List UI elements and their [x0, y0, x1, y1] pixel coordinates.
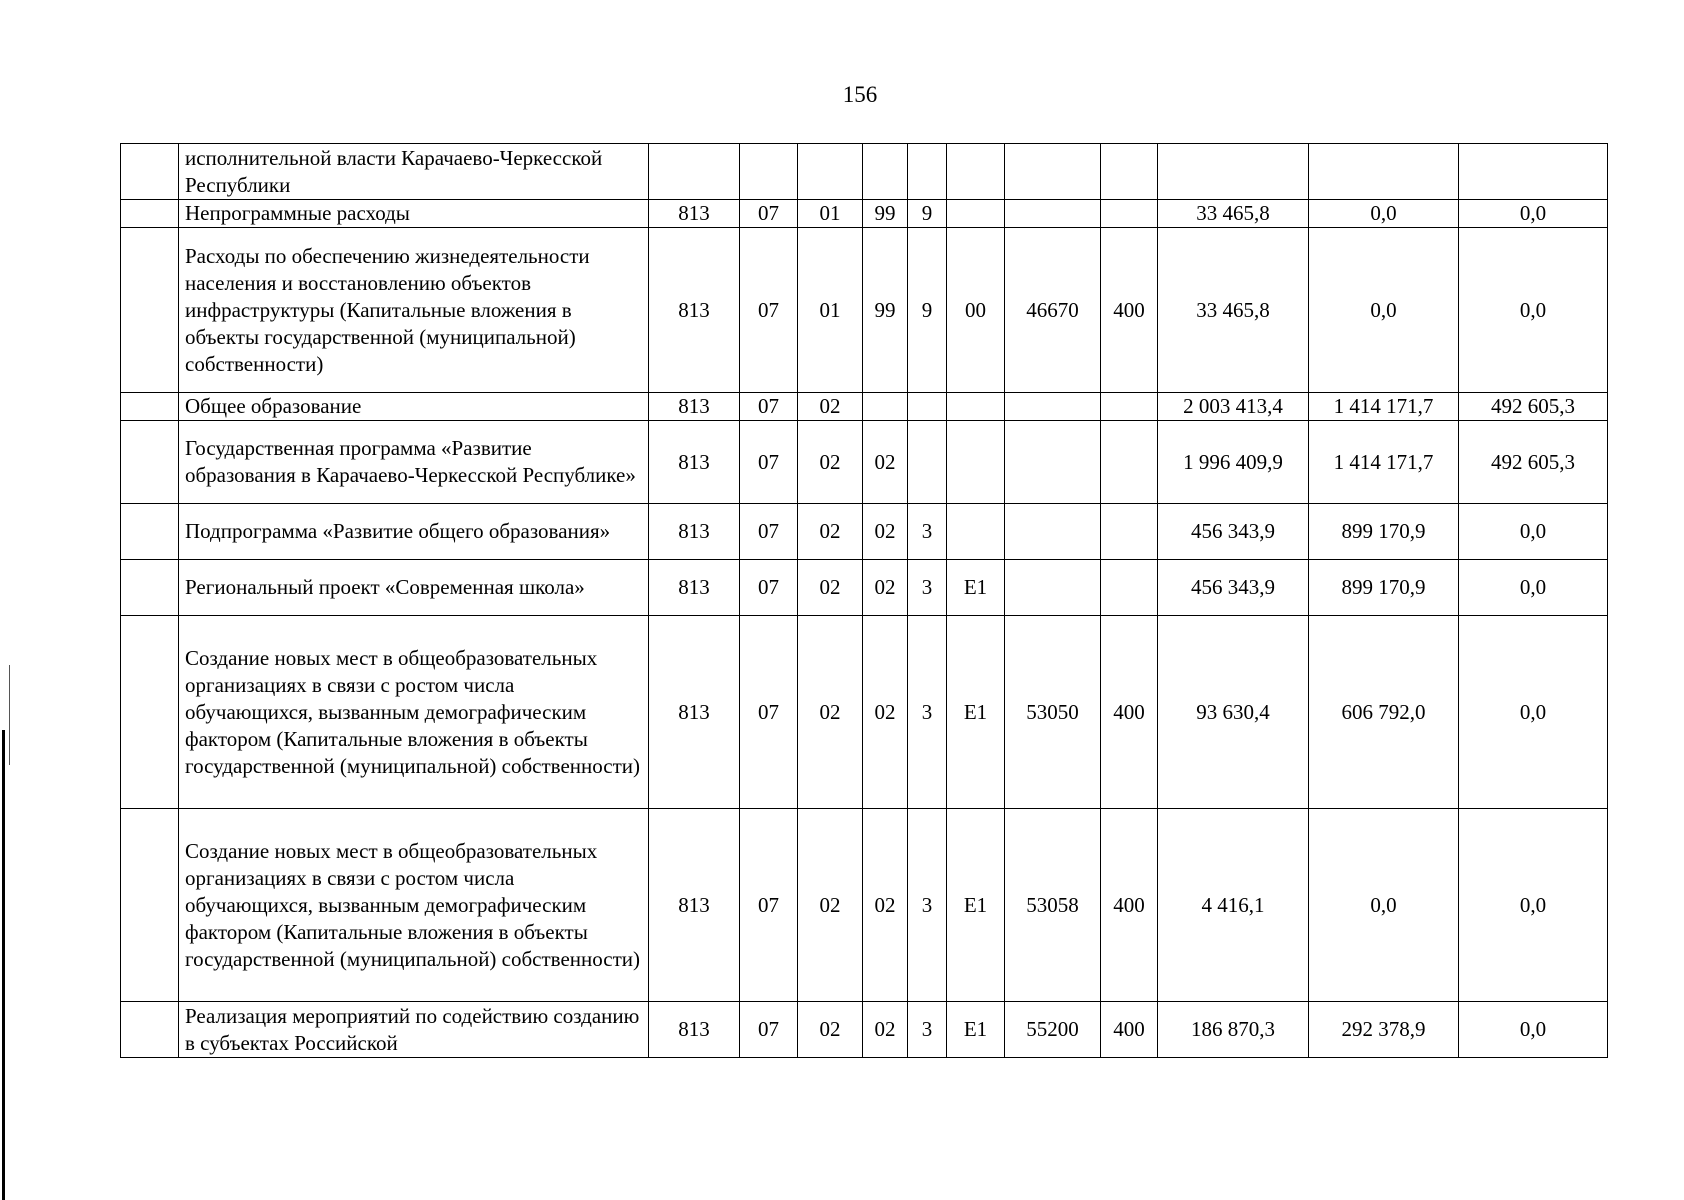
budget-table-body	[121, 144, 1608, 1058]
table-row	[121, 809, 1608, 1002]
section-code-cell: 07	[740, 421, 798, 504]
amount-cell-2: 292 378,9	[1309, 1002, 1459, 1058]
item-name-cell: Подпрограмма «Развитие общего образования»	[179, 504, 649, 560]
amount-cell-3: 0,0	[1459, 616, 1608, 809]
direction-code-cell	[1005, 504, 1101, 560]
admin-code-cell: 813	[649, 200, 740, 228]
amount-cell-3: 0,0	[1459, 1002, 1608, 1058]
item-name-cell: Создание новых мест в общеобразовательных организациях в связи с ростом числа обучающихся, вызванным демографическим фактором (Капитальные вложения в объекты государственной (муниципальной) собственности)	[179, 616, 649, 809]
expense-type-cell	[1101, 421, 1158, 504]
subsection-code-cell: 02	[798, 504, 863, 560]
page-number: 156	[842, 82, 878, 107]
subsection-code-cell: 02	[798, 616, 863, 809]
section-code-cell: 07	[740, 809, 798, 1002]
subprogram-code-cell: 3	[908, 616, 947, 809]
project-code-cell: 00	[947, 228, 1005, 393]
subsection-code-cell	[798, 144, 863, 200]
direction-code-cell: 53050	[1005, 616, 1101, 809]
amount-cell-2: 0,0	[1309, 228, 1459, 393]
row-number-cell	[121, 421, 179, 504]
amount-cell-1: 456 343,9	[1158, 504, 1309, 560]
row-number-cell	[121, 393, 179, 421]
direction-code-cell: 46670	[1005, 228, 1101, 393]
amount-cell-1: 93 630,4	[1158, 616, 1309, 809]
program-code-cell: 02	[863, 1002, 908, 1058]
amount-cell-3: 0,0	[1459, 560, 1608, 616]
amount-cell-1: 456 343,9	[1158, 560, 1309, 616]
amount-cell-2: 0,0	[1309, 200, 1459, 228]
expense-type-cell	[1101, 144, 1158, 200]
expense-type-cell: 400	[1101, 809, 1158, 1002]
item-name-cell: Государственная программа «Развитие образования в Карачаево-Черкесской Республике»	[179, 421, 649, 504]
direction-code-cell	[1005, 200, 1101, 228]
section-code-cell: 07	[740, 1002, 798, 1058]
row-number-cell	[121, 616, 179, 809]
amount-cell-1	[1158, 144, 1309, 200]
row-number-cell	[121, 809, 179, 1002]
table-row	[121, 200, 1608, 228]
item-name-cell: Создание новых мест в общеобразовательных организациях в связи с ростом числа обучающихся, вызванным демографическим фактором (Капитальные вложения в объекты государственной (муниципальной) собственности)	[179, 809, 649, 1002]
program-code-cell: 02	[863, 504, 908, 560]
expense-type-cell	[1101, 504, 1158, 560]
direction-code-cell: 55200	[1005, 1002, 1101, 1058]
subsection-code-cell: 01	[798, 228, 863, 393]
admin-code-cell: 813	[649, 393, 740, 421]
item-name-cell: Непрограммные расходы	[179, 200, 649, 228]
subprogram-code-cell: 3	[908, 504, 947, 560]
project-code-cell	[947, 421, 1005, 504]
row-number-cell	[121, 560, 179, 616]
subsection-code-cell: 02	[798, 1002, 863, 1058]
amount-cell-3: 0,0	[1459, 809, 1608, 1002]
program-code-cell: 02	[863, 560, 908, 616]
direction-code-cell: 53058	[1005, 809, 1101, 1002]
amount-cell-2: 1 414 171,7	[1309, 421, 1459, 504]
program-code-cell: 02	[863, 616, 908, 809]
amount-cell-3: 0,0	[1459, 228, 1608, 393]
table-row	[121, 616, 1608, 809]
table-row	[121, 504, 1608, 560]
project-code-cell: E1	[947, 1002, 1005, 1058]
amount-cell-2: 0,0	[1309, 809, 1459, 1002]
amount-cell-3: 0,0	[1459, 200, 1608, 228]
amount-cell-2: 899 170,9	[1309, 504, 1459, 560]
admin-code-cell: 813	[649, 421, 740, 504]
subprogram-code-cell: 3	[908, 809, 947, 1002]
subprogram-code-cell: 3	[908, 1002, 947, 1058]
amount-cell-1: 1 996 409,9	[1158, 421, 1309, 504]
amount-cell-1: 2 003 413,4	[1158, 393, 1309, 421]
item-name-cell: Расходы по обеспечению жизнедеятельности населения и восстановлению объектов инфраструктуры (Капитальные вложения в объекты государственной (муниципальной) собственности)	[179, 228, 649, 393]
table-row	[121, 560, 1608, 616]
table-row	[121, 144, 1608, 200]
subprogram-code-cell: 9	[908, 200, 947, 228]
scan-edge-mark-thin	[9, 665, 10, 765]
admin-code-cell: 813	[649, 560, 740, 616]
row-number-cell	[121, 144, 179, 200]
admin-code-cell	[649, 144, 740, 200]
row-number-cell	[121, 504, 179, 560]
amount-cell-3: 492 605,3	[1459, 393, 1608, 421]
amount-cell-2	[1309, 144, 1459, 200]
section-code-cell: 07	[740, 393, 798, 421]
admin-code-cell: 813	[649, 809, 740, 1002]
section-code-cell: 07	[740, 560, 798, 616]
admin-code-cell: 813	[649, 504, 740, 560]
section-code-cell: 07	[740, 228, 798, 393]
subprogram-code-cell	[908, 393, 947, 421]
expense-type-cell	[1101, 200, 1158, 228]
project-code-cell	[947, 504, 1005, 560]
subprogram-code-cell: 3	[908, 560, 947, 616]
admin-code-cell: 813	[649, 228, 740, 393]
item-name-cell: исполнительной власти Карачаево-Черкесской Республики	[179, 144, 649, 200]
table-row	[121, 1002, 1608, 1058]
program-code-cell: 99	[863, 228, 908, 393]
amount-cell-3: 0,0	[1459, 504, 1608, 560]
item-name-cell: Региональный проект «Современная школа»	[179, 560, 649, 616]
project-code-cell: E1	[947, 616, 1005, 809]
project-code-cell: E1	[947, 560, 1005, 616]
subprogram-code-cell	[908, 421, 947, 504]
admin-code-cell: 813	[649, 616, 740, 809]
subsection-code-cell: 01	[798, 200, 863, 228]
section-code-cell	[740, 144, 798, 200]
direction-code-cell	[1005, 421, 1101, 504]
amount-cell-2: 899 170,9	[1309, 560, 1459, 616]
subprogram-code-cell	[908, 144, 947, 200]
section-code-cell: 07	[740, 616, 798, 809]
subsection-code-cell: 02	[798, 809, 863, 1002]
amount-cell-2: 606 792,0	[1309, 616, 1459, 809]
direction-code-cell	[1005, 144, 1101, 200]
expense-type-cell: 400	[1101, 616, 1158, 809]
program-code-cell	[863, 144, 908, 200]
row-number-cell	[121, 228, 179, 393]
program-code-cell: 02	[863, 809, 908, 1002]
admin-code-cell: 813	[649, 1002, 740, 1058]
amount-cell-1: 4 416,1	[1158, 809, 1309, 1002]
direction-code-cell	[1005, 393, 1101, 421]
expense-type-cell	[1101, 393, 1158, 421]
amount-cell-1: 186 870,3	[1158, 1002, 1309, 1058]
project-code-cell: E1	[947, 809, 1005, 1002]
expense-type-cell: 400	[1101, 1002, 1158, 1058]
row-number-cell	[121, 200, 179, 228]
item-name-cell: Реализация мероприятий по содействию созданию в субъектах Российской	[179, 1002, 649, 1058]
row-number-cell	[121, 1002, 179, 1058]
project-code-cell	[947, 200, 1005, 228]
section-code-cell: 07	[740, 200, 798, 228]
subprogram-code-cell: 9	[908, 228, 947, 393]
amount-cell-1: 33 465,8	[1158, 200, 1309, 228]
project-code-cell	[947, 393, 1005, 421]
amount-cell-1: 33 465,8	[1158, 228, 1309, 393]
subsection-code-cell: 02	[798, 560, 863, 616]
amount-cell-2: 1 414 171,7	[1309, 393, 1459, 421]
direction-code-cell	[1005, 560, 1101, 616]
table-row	[121, 228, 1608, 393]
program-code-cell: 02	[863, 421, 908, 504]
amount-cell-3	[1459, 144, 1608, 200]
program-code-cell: 99	[863, 200, 908, 228]
project-code-cell	[947, 144, 1005, 200]
program-code-cell	[863, 393, 908, 421]
amount-cell-3: 492 605,3	[1459, 421, 1608, 504]
table-row	[121, 421, 1608, 504]
budget-table	[120, 143, 1608, 1058]
expense-type-cell	[1101, 560, 1158, 616]
table-row	[121, 393, 1608, 421]
item-name-cell: Общее образование	[179, 393, 649, 421]
expense-type-cell: 400	[1101, 228, 1158, 393]
subsection-code-cell: 02	[798, 421, 863, 504]
scan-edge-mark	[2, 730, 5, 1200]
subsection-code-cell: 02	[798, 393, 863, 421]
section-code-cell: 07	[740, 504, 798, 560]
